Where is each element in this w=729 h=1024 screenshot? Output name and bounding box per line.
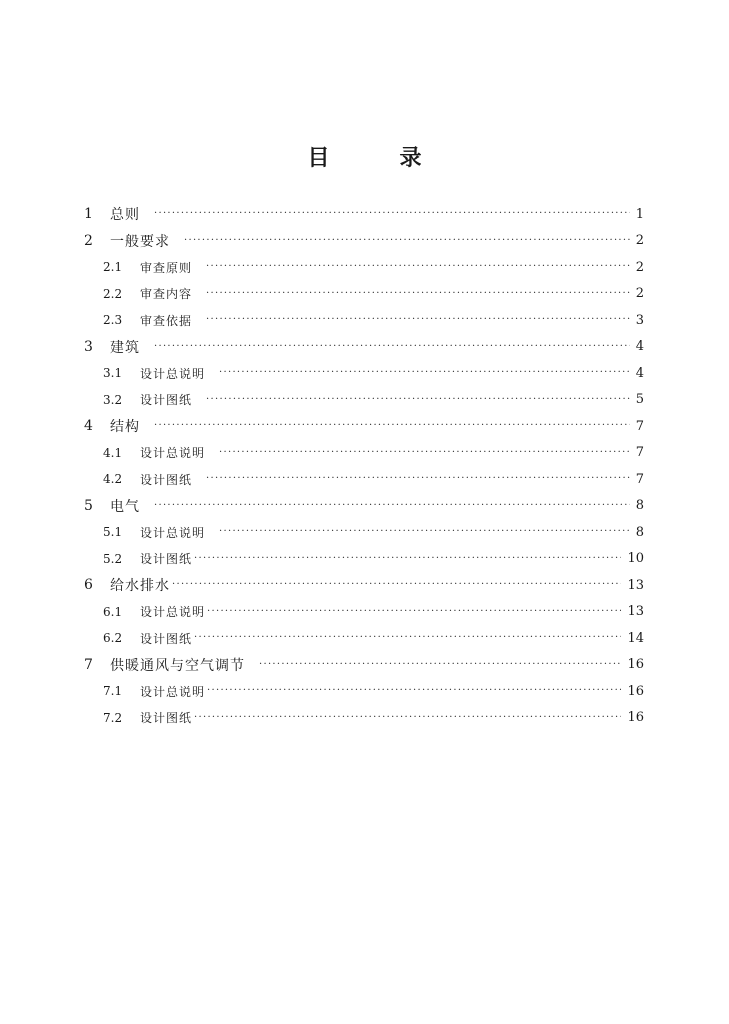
dot-leader <box>219 366 630 380</box>
toc-entry-number: 4.1 <box>103 445 123 460</box>
toc-entry-number: 6.1 <box>103 604 123 619</box>
toc-entry-label: 审查内容 <box>140 287 193 302</box>
dot-leader <box>219 525 630 539</box>
toc-entry-page: 5 <box>635 392 644 408</box>
toc-entry-number: 5.1 <box>103 525 123 540</box>
toc-entry-number: 6.2 <box>103 631 123 646</box>
dot-leader <box>154 340 630 354</box>
toc-entry-number: 6 <box>84 577 93 594</box>
toc-entry-label: 设计图纸 <box>140 552 193 567</box>
toc-entry-page: 4 <box>635 365 644 381</box>
toc-entry-number: 4.2 <box>103 472 123 487</box>
toc-subentry[interactable] <box>84 546 644 573</box>
toc-entry-page: 7 <box>635 471 644 487</box>
dot-leader <box>206 287 630 301</box>
toc-entry-label: 设计图纸 <box>140 711 193 726</box>
toc-entry-page: 2 <box>635 259 644 275</box>
dot-leader <box>154 207 630 221</box>
toc-entry-label: 设计总说明 <box>140 525 206 540</box>
toc-entry-label: 结构 <box>110 419 140 436</box>
toc-entry-label: 设计图纸 <box>140 631 193 646</box>
toc-entry-number: 7.2 <box>103 710 123 725</box>
toc-entry-label: 审查依据 <box>140 313 193 328</box>
toc-entry-number: 3 <box>84 338 93 355</box>
toc-entry-number: 3.2 <box>103 392 123 407</box>
toc-entry-label: 设计图纸 <box>140 393 193 408</box>
dot-leader <box>206 393 630 407</box>
dot-leader <box>194 552 621 566</box>
toc-entry-page: 14 <box>627 630 644 646</box>
toc-entry-number: 7 <box>84 656 93 673</box>
toc-entry-page: 8 <box>635 498 644 514</box>
toc-subentry[interactable] <box>84 387 644 414</box>
toc-entry-number: 2.3 <box>103 313 123 328</box>
toc-entry-page: 3 <box>635 312 644 328</box>
toc-entry[interactable] <box>84 334 644 361</box>
toc-entry-label: 供暖通风与空气调节 <box>110 657 245 674</box>
toc-entry-page: 1 <box>635 206 644 222</box>
toc-entry-page: 10 <box>627 551 644 567</box>
toc-heading: 目 录 <box>307 145 446 171</box>
toc-entry-page: 4 <box>635 339 644 355</box>
toc-subentry[interactable] <box>84 705 644 732</box>
toc-subentry[interactable] <box>84 440 644 467</box>
toc-entry-label: 给水排水 <box>110 578 170 595</box>
toc-subentry[interactable] <box>84 254 644 281</box>
toc-entry-page: 7 <box>635 445 644 461</box>
toc-entry-page: 8 <box>635 524 644 540</box>
dot-leader <box>154 419 630 433</box>
dot-leader <box>194 631 621 645</box>
toc-entry[interactable] <box>84 228 644 255</box>
toc-entry-label: 设计图纸 <box>140 472 193 487</box>
toc-subentry[interactable] <box>84 625 644 652</box>
toc-entry-number: 5.2 <box>103 551 123 566</box>
toc-entry-page: 16 <box>627 710 644 726</box>
table-of-contents <box>84 201 644 731</box>
toc-entry[interactable] <box>84 493 644 520</box>
toc-entry[interactable] <box>84 572 644 599</box>
toc-entry-page: 7 <box>635 418 644 434</box>
toc-entry-number: 2 <box>84 232 93 249</box>
toc-entry-page: 13 <box>627 577 644 593</box>
toc-subentry[interactable] <box>84 519 644 546</box>
toc-entry-page: 13 <box>627 604 644 620</box>
dot-leader <box>207 684 621 698</box>
toc-entry-number: 7.1 <box>103 684 123 699</box>
toc-subentry[interactable] <box>84 678 644 705</box>
toc-entry-number: 5 <box>84 497 93 514</box>
dot-leader <box>172 578 621 592</box>
dot-leader <box>259 658 621 672</box>
dot-leader <box>207 605 621 619</box>
dot-leader <box>194 711 621 725</box>
toc-entry-label: 电气 <box>110 498 140 515</box>
dot-leader <box>219 446 630 460</box>
toc-entry-page: 2 <box>635 286 644 302</box>
toc-entry-page: 16 <box>627 657 644 673</box>
dot-leader <box>206 260 630 274</box>
toc-entry-label: 建筑 <box>110 339 140 356</box>
toc-entry-label: 一般要求 <box>110 233 170 250</box>
toc-subentry[interactable] <box>84 599 644 626</box>
toc-entry-number: 3.1 <box>103 366 123 381</box>
toc-subentry[interactable] <box>84 281 644 308</box>
toc-entry-number: 4 <box>84 418 93 435</box>
toc-entry-label: 审查原则 <box>140 260 193 275</box>
dot-leader <box>184 234 630 248</box>
toc-entry[interactable] <box>84 652 644 679</box>
toc-entry-number: 2.1 <box>103 260 123 275</box>
dot-leader <box>206 472 630 486</box>
toc-entry-page: 16 <box>627 683 644 699</box>
toc-entry-page: 2 <box>635 233 644 249</box>
toc-entry-label: 设计总说明 <box>140 684 206 699</box>
toc-entry-label: 总则 <box>110 207 140 224</box>
dot-leader <box>154 499 630 513</box>
toc-entry[interactable] <box>84 413 644 440</box>
toc-entry-label: 设计总说明 <box>140 605 206 620</box>
toc-subentry[interactable] <box>84 360 644 387</box>
dot-leader <box>206 313 630 327</box>
toc-entry-number: 2.2 <box>103 286 123 301</box>
toc-entry[interactable] <box>84 201 644 228</box>
toc-entry-label: 设计总说明 <box>140 366 206 381</box>
toc-subentry[interactable] <box>84 307 644 334</box>
toc-subentry[interactable] <box>84 466 644 493</box>
toc-entry-number: 1 <box>84 206 93 223</box>
toc-entry-label: 设计总说明 <box>140 446 206 461</box>
